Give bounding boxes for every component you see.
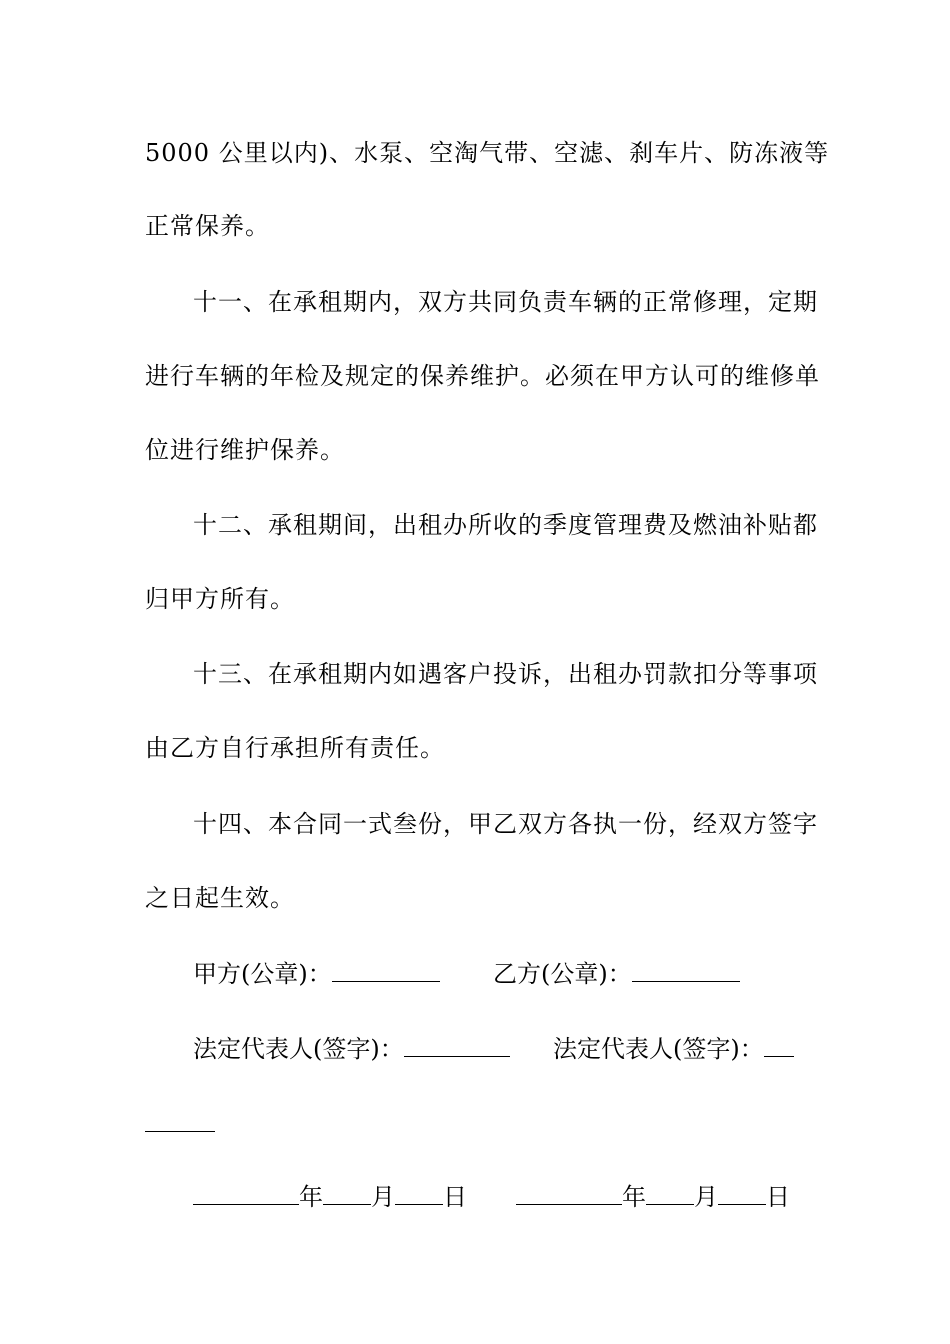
party-b-rep-label: 法定代表人(签字)： [553,1035,764,1063]
party-b-rep-blank-wrap [145,1109,215,1132]
party-a-seal-label: 甲方(公章)： [193,960,332,988]
paragraph-line: 位进行维护保养。 [145,436,345,464]
paragraph-line: 5000 公里以内)、水泵、空淘气带、空滤、刹车片、防冻液等 [145,139,830,167]
party-b-seal-field [493,959,740,989]
month-label: 月 [371,1183,395,1211]
clause-13-line: 十三、在承租期内如遇客户投诉，出租办罚款扣分等事项 [193,660,818,688]
party-a-rep-field [193,1034,510,1064]
year-label: 年 [622,1183,646,1211]
day-blank [718,1182,766,1205]
day-label: 日 [443,1183,467,1211]
paragraph-line: 之日起生效。 [145,884,295,912]
clause-12-line: 十二、承租期间，出租办所收的季度管理费及燃油补贴都 [193,511,818,539]
party-b-rep-field [553,1034,794,1064]
year-label: 年 [299,1183,323,1211]
party-b-seal-blank [632,959,740,982]
paragraph-line: 进行车辆的年检及规定的保养维护。必须在甲方认可的维修单 [145,362,820,390]
month-label: 月 [694,1183,718,1211]
party-a-date-field [193,1182,467,1212]
paragraph-line: 正常保养。 [145,212,270,240]
paragraph-line: 由乙方自行承担所有责任。 [145,734,445,762]
clause-11-line: 十一、在承租期内，双方共同负责车辆的正常修理，定期 [193,288,818,316]
party-b-date-field [516,1182,790,1212]
day-blank [395,1182,443,1205]
party-a-rep-blank [404,1034,510,1057]
party-a-seal-field [193,959,440,989]
year-blank [193,1182,299,1205]
party-a-rep-label: 法定代表人(签字)： [193,1035,404,1063]
day-label: 日 [766,1183,790,1211]
clause-14-line: 十四、本合同一式叁份，甲乙双方各执一份，经双方签字 [193,810,818,838]
party-b-rep-blank [764,1034,794,1057]
party-b-seal-label: 乙方(公章)： [493,960,632,988]
party-a-seal-blank [332,959,440,982]
month-blank [323,1182,371,1205]
year-blank [516,1182,622,1205]
party-b-rep-blank-continued [145,1109,215,1139]
paragraph-line: 归甲方所有。 [145,585,295,613]
month-blank [646,1182,694,1205]
